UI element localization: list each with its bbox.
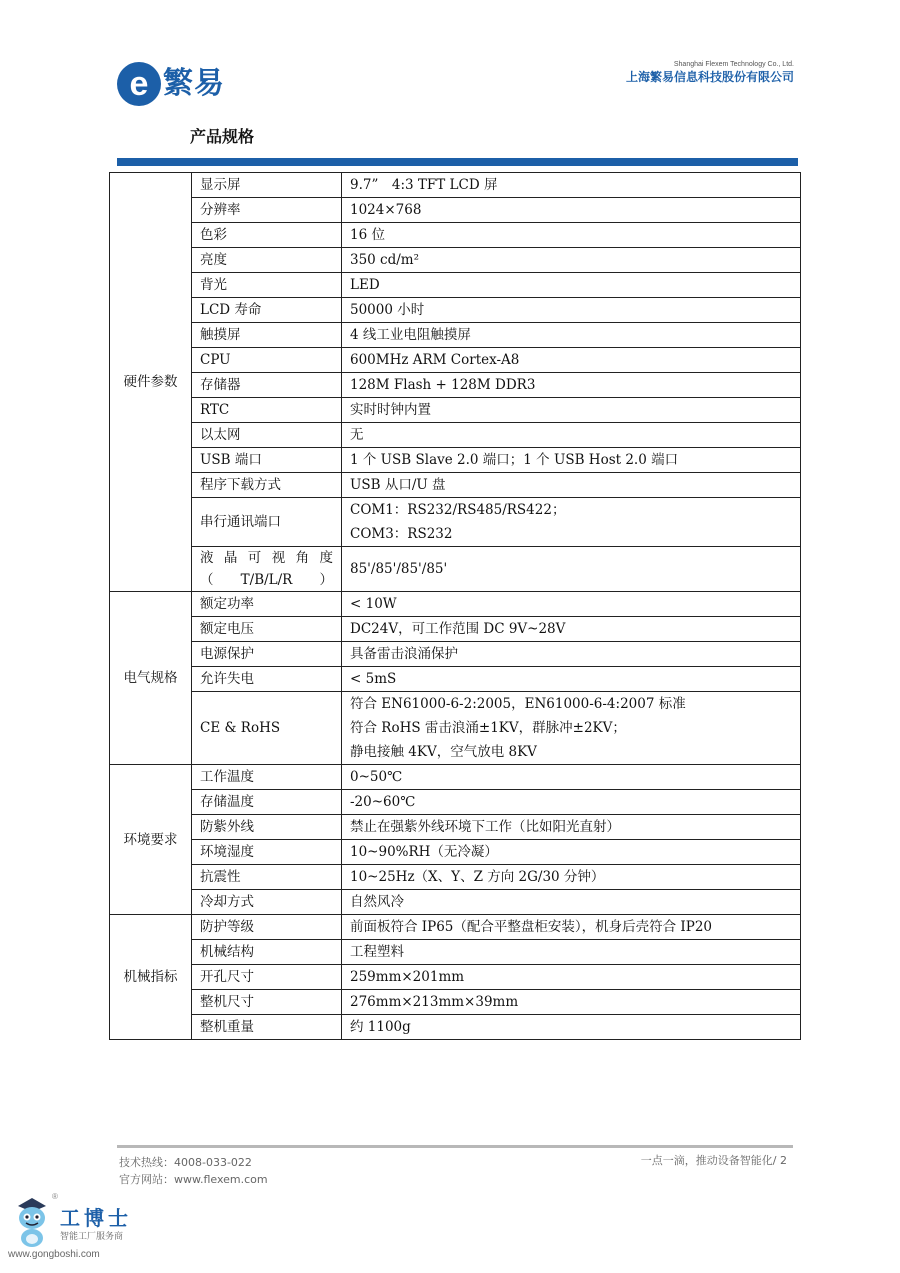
table-row [110,915,801,940]
spec-value: 350 cd/m² [342,248,801,273]
spec-label: 防护等级 [192,915,342,940]
spec-value: 85'/85'/85'/85' [342,547,801,592]
table-row [110,815,801,840]
watermark-subtitle: 智能工厂服务商 [60,1232,124,1242]
spec-value: 10~90%RH（无冷凝） [342,840,801,865]
spec-label: 显示屏 [192,173,342,198]
group-label: 机械指标 [110,915,192,1040]
table-row [110,692,801,765]
watermark-url: www.gongboshi.com [8,1249,100,1260]
spec-label: RTC [192,398,342,423]
spec-value: 工程塑料 [342,940,801,965]
table-row [110,890,801,915]
table-row [110,198,801,223]
footer-website: 官方网站：www.flexem.com [119,1173,268,1186]
spec-value: < 5mS [342,667,801,692]
spec-value: 自然风冷 [342,890,801,915]
spec-label: 亮度 [192,248,342,273]
table-row [110,840,801,865]
spec-label: 冷却方式 [192,890,342,915]
table-row [110,498,801,547]
spec-value: 50000 小时 [342,298,801,323]
table-row [110,617,801,642]
spec-label: 色彩 [192,223,342,248]
spec-value: 128M Flash + 128M DDR3 [342,373,801,398]
table-row [110,592,801,617]
spec-label: CE & RoHS [192,692,342,765]
spec-label: 背光 [192,273,342,298]
logo-text: 繁易 [163,66,225,101]
spec-label: 程序下载方式 [192,473,342,498]
table-row [110,1015,801,1040]
table-row [110,990,801,1015]
group-label: 硬件参数 [110,173,192,592]
spec-value: COM1：RS232/RS485/RS422； COM3：RS232 [342,498,801,547]
spec-label: 抗震性 [192,865,342,890]
spec-label: 开孔尺寸 [192,965,342,990]
group-label: 环境要求 [110,765,192,915]
company-name-en: Shanghai Flexem Technology Co., Ltd. [673,61,794,68]
header-divider-bar [117,158,798,166]
footer-divider [117,1145,793,1148]
table-row [110,642,801,667]
watermark-registered: ® [52,1192,58,1201]
spec-label: 液 晶 可 视 角 度 （T/B/L/R） [192,547,342,592]
spec-label: 整机尺寸 [192,990,342,1015]
table-row [110,348,801,373]
table-row [110,373,801,398]
mascot-icon [10,1194,54,1248]
spec-label: 存储器 [192,373,342,398]
spec-value: 276mm×213mm×39mm [342,990,801,1015]
spec-label: 触摸屏 [192,323,342,348]
table-row [110,448,801,473]
table-row [110,298,801,323]
footer-hotline: 技术热线：4008-033-022 [119,1156,252,1169]
spec-value: < 10W [342,592,801,617]
spec-label: 分辨率 [192,198,342,223]
spec-value: 约 1100g [342,1015,801,1040]
spec-label: 防紫外线 [192,815,342,840]
spec-value: 1024×768 [342,198,801,223]
spec-label: 额定功率 [192,592,342,617]
spec-value: -20~60℃ [342,790,801,815]
table-row [110,423,801,448]
spec-value: 9.7” 4:3 TFT LCD 屏 [342,173,801,198]
table-row [110,547,801,592]
section-title: 产品规格 [190,127,255,146]
table-row [110,323,801,348]
spec-value: 具备雷击浪涌保护 [342,642,801,667]
spec-value: 0~50℃ [342,765,801,790]
table-row [110,765,801,790]
table-row [110,790,801,815]
spec-value: 16 位 [342,223,801,248]
spec-label: 允许失电 [192,667,342,692]
watermark-name: 工博士 [60,1206,132,1230]
spec-value: 1 个 USB Slave 2.0 端口；1 个 USB Host 2.0 端口 [342,448,801,473]
table-row [110,965,801,990]
spec-value: USB 从口/U 盘 [342,473,801,498]
spec-label: 工作温度 [192,765,342,790]
table-row [110,223,801,248]
spec-label: 额定电压 [192,617,342,642]
spec-label: 机械结构 [192,940,342,965]
spec-value: 4 线工业电阻触摸屏 [342,323,801,348]
group-label: 电气规格 [110,592,192,765]
spec-value: 前面板符合 IP65（配合平整盘柜安装），机身后壳符合 IP20 [342,915,801,940]
table-row [110,398,801,423]
spec-value: 实时时钟内置 [342,398,801,423]
spec-label: 串行通讯端口 [192,498,342,547]
table-row [110,940,801,965]
spec-label: 整机重量 [192,1015,342,1040]
spec-table [109,172,801,1040]
table-row [110,667,801,692]
table-row [110,248,801,273]
spec-value: 禁止在强紫外线环境下工作（比如阳光直射） [342,815,801,840]
spec-label: 环境湿度 [192,840,342,865]
spec-label: CPU [192,348,342,373]
footer-contact [119,1154,268,1188]
footer-slogan-page: 一点一滴，推动设备智能化/ 2 [640,1154,787,1167]
spec-label: 存储温度 [192,790,342,815]
table-row [110,473,801,498]
spec-label: LCD 寿命 [192,298,342,323]
table-row [110,173,801,198]
spec-value: 259mm×201mm [342,965,801,990]
spec-label: USB 端口 [192,448,342,473]
spec-label: 电源保护 [192,642,342,667]
table-row [110,865,801,890]
spec-value: 符合 EN61000-6-2:2005，EN61000-6-4:2007 标准 符合 RoHS 雷击浪涌±1KV，群脉冲±2KV； 静电接触 4KV，空气放电 8KV [342,692,801,765]
spec-value: 无 [342,423,801,448]
spec-value: 10~25Hz（X、Y、Z 方向 2G/30 分钟） [342,865,801,890]
spec-value: DC24V，可工作范围 DC 9V~28V [342,617,801,642]
spec-value: LED [342,273,801,298]
logo-mark: e [117,62,161,106]
table-row [110,273,801,298]
spec-value: 600MHz ARM Cortex-A8 [342,348,801,373]
company-name-cn: 上海繁易信息科技股份有限公司 [625,70,794,84]
company-logo [117,62,247,110]
spec-label: 以太网 [192,423,342,448]
